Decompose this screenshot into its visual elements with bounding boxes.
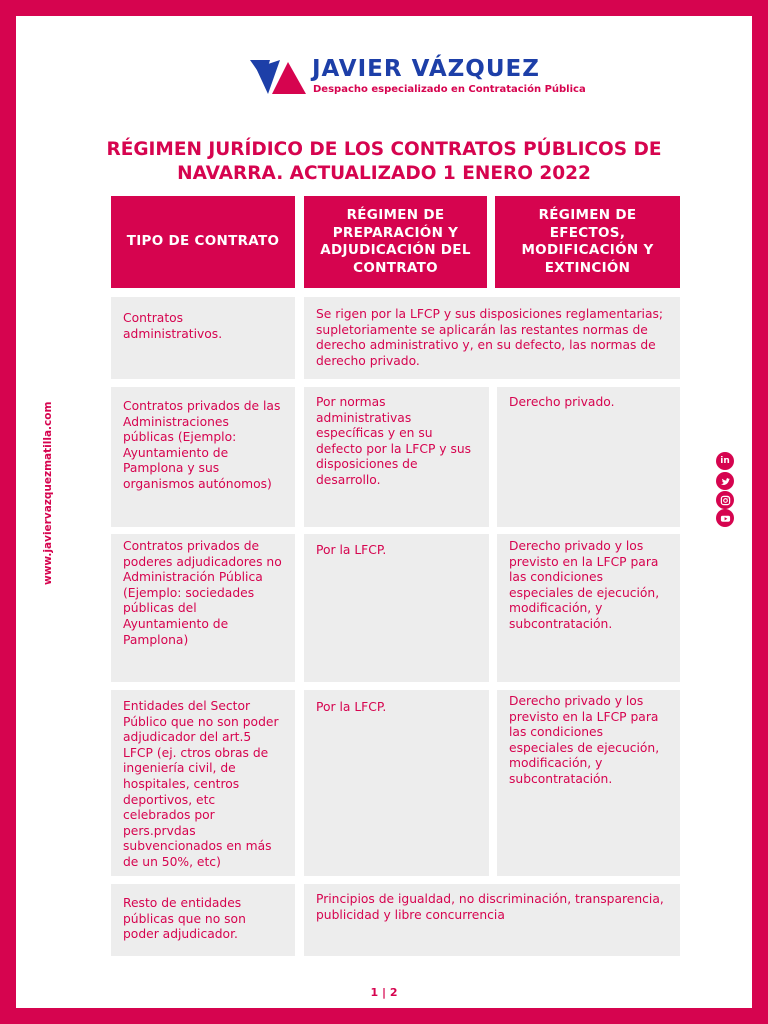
page-number: 1 | 2 — [370, 986, 398, 999]
brand-tagline: Despacho especializado en Contratación Pública — [313, 84, 586, 95]
row-5-merged: Principios de igualdad, no discriminación, transparencia, publicidad y libre concurrencia — [304, 884, 680, 956]
row-3-tipo: Contratos privados de poderes adjudicadores no Administración Pública (Ejemplo: sociedades públicas del Ayuntamiento de Pamplona) — [111, 534, 295, 682]
twitter-icon[interactable] — [716, 472, 734, 490]
row-4-tipo: Entidades del Sector Público que no son poder adjudicador del art.5 LFCP (ej. ctros obras de ingeniería civil, de hospitales, centros deportivos, etc celebrados por pers.prvdas subvencionados en más de un 50%, etc) — [111, 690, 295, 876]
side-website-link[interactable]: www.javiervazquezmatilla.com — [42, 401, 54, 585]
header-tipo: TIPO DE CONTRATO — [111, 196, 295, 288]
row-2-preparacion: Por normas administrativas específicas y en su defecto por la LFCP y sus disposiciones de desarrollo. — [304, 387, 489, 527]
header-preparacion: RÉGIMEN DE PREPARACIÓN Y ADJUDICACIÓN DEL CONTRATO — [304, 196, 487, 288]
brand-name: JAVIER VÁZQUEZ — [312, 56, 540, 82]
row-1-merged: Se rigen por la LFCP y sus disposiciones reglamentarias; supletoriamente se aplicarán las restantes normas de derecho administrativo y, en su defecto, las normas de derecho privado. — [304, 297, 680, 379]
row-4-preparacion: Por la LFCP. — [304, 690, 489, 876]
row-3-efectos: Derecho privado y los previsto en la LFCP para las condiciones especiales de ejecución, modificación, y subcontratación. — [497, 534, 680, 682]
instagram-icon[interactable] — [716, 491, 734, 509]
row-5-tipo: Resto de entidades públicas que no son poder adjudicador. — [111, 884, 295, 956]
row-4-efectos: Derecho privado y los previsto en la LFCP para las condiciones especiales de ejecución, modificación, y subcontratación. — [497, 690, 680, 876]
youtube-icon[interactable] — [716, 509, 734, 527]
row-2-tipo: Contratos privados de las Administraciones públicas (Ejemplo: Ayuntamiento de Pamplona y sus organismos autónomos) — [111, 387, 295, 527]
row-2-efectos: Derecho privado. — [497, 387, 680, 527]
linkedin-icon[interactable]: in — [716, 452, 734, 470]
page-title: RÉGIMEN JURÍDICO DE LOS CONTRATOS PÚBLICOS DE NAVARRA. ACTUALIZADO 1 ENERO 2022 — [106, 139, 662, 184]
header-efectos: RÉGIMEN DE EFECTOS, MODIFICACIÓN Y EXTINCIÓN — [495, 196, 680, 288]
row-3-preparacion: Por la LFCP. — [304, 534, 489, 682]
row-1-tipo: Contratos administrativos. — [111, 297, 295, 379]
brand-logo-icon — [250, 58, 306, 96]
